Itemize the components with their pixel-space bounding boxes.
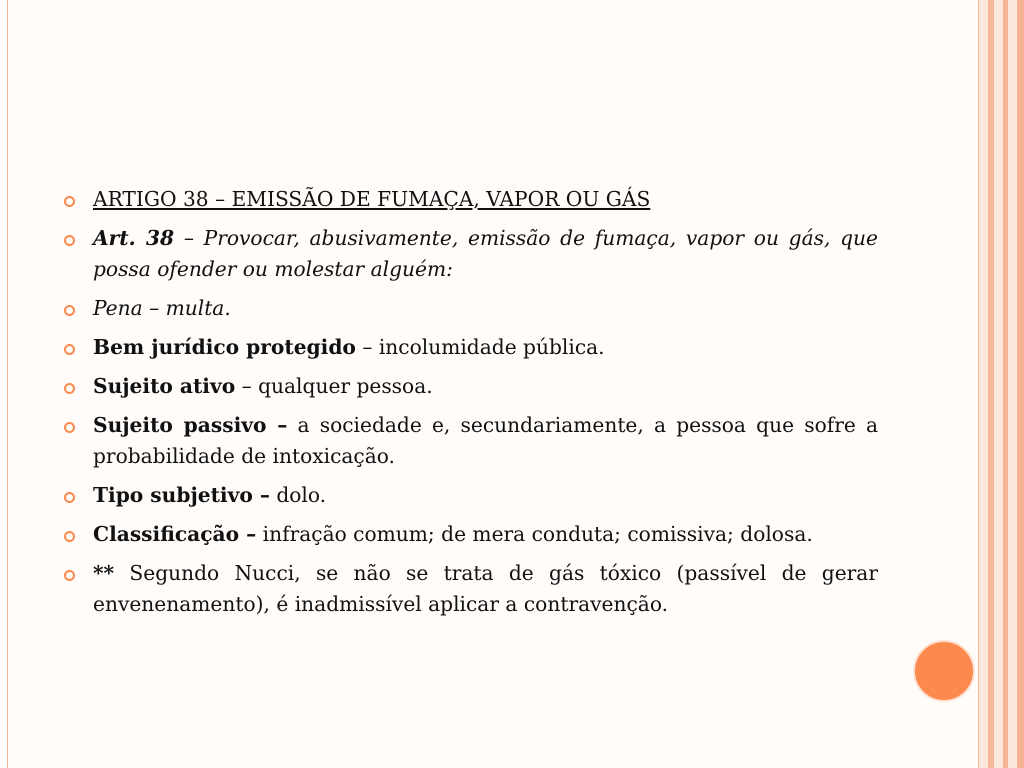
legal-interest-text: – incolumidade pública. bbox=[355, 335, 605, 359]
decorative-stripe bbox=[994, 0, 1003, 768]
active-subject-text: – qualquer pessoa. bbox=[235, 374, 433, 398]
note-text: Segundo Nucci, se não se trata de gás tóxico (passível de gerar envenenamento), é inadmissível aplicar a contravenção. bbox=[93, 561, 878, 616]
bullet-circle-icon bbox=[64, 383, 75, 394]
bullet-item-note bbox=[60, 558, 878, 620]
article-label: Art. 38 bbox=[93, 226, 175, 250]
bullet-item-article bbox=[60, 223, 878, 285]
bullet-item-active-subject bbox=[60, 371, 878, 402]
passive-subject-label: Sujeito passivo – bbox=[93, 413, 288, 437]
bullet-item-heading bbox=[60, 184, 878, 215]
bullet-circle-icon bbox=[64, 196, 75, 207]
bullet-circle-icon bbox=[64, 531, 75, 542]
bullet-item-subjective-type bbox=[60, 480, 878, 511]
bullet-circle-icon bbox=[64, 344, 75, 355]
decorative-circle bbox=[913, 640, 975, 702]
bullet-circle-icon bbox=[64, 492, 75, 503]
subjective-type-text: dolo. bbox=[269, 483, 327, 507]
decorative-stripe bbox=[1008, 0, 1017, 768]
bullet-circle-icon bbox=[64, 570, 75, 581]
bullet-list bbox=[60, 184, 878, 628]
bullet-item-penalty bbox=[60, 293, 878, 324]
decorative-stripe bbox=[979, 0, 988, 768]
bullet-item-passive-subject bbox=[60, 410, 878, 472]
classification-label: Classificação – bbox=[93, 522, 257, 546]
legal-interest-label: Bem jurídico protegido bbox=[93, 335, 356, 359]
bullet-circle-icon bbox=[64, 305, 75, 316]
bullet-circle-icon bbox=[64, 235, 75, 246]
subjective-type-label: Tipo subjetivo – bbox=[93, 483, 270, 507]
classification-text: infração comum; de mera conduta; comissiva; dolosa. bbox=[256, 522, 813, 546]
section-heading: ARTIGO 38 – EMISSÃO DE FUMAÇA, VAPOR OU GÁS bbox=[93, 187, 651, 211]
bullet-item-classification bbox=[60, 519, 878, 550]
decorative-stripe bbox=[1017, 0, 1024, 768]
bullet-item-legal-interest bbox=[60, 332, 878, 363]
active-subject-label: Sujeito ativo bbox=[93, 374, 236, 398]
bullet-circle-icon bbox=[64, 422, 75, 433]
penalty-text: Pena – multa. bbox=[93, 296, 231, 320]
passive-subject-text: a sociedade e, secundariamente, a pessoa que sofre a probabilidade de intoxicação. bbox=[93, 413, 879, 468]
note-marker: ** bbox=[93, 561, 115, 585]
article-text: – Provocar, abusivamente, emissão de fumaça, vapor ou gás, que possa ofender ou molestar alguém: bbox=[93, 226, 878, 281]
